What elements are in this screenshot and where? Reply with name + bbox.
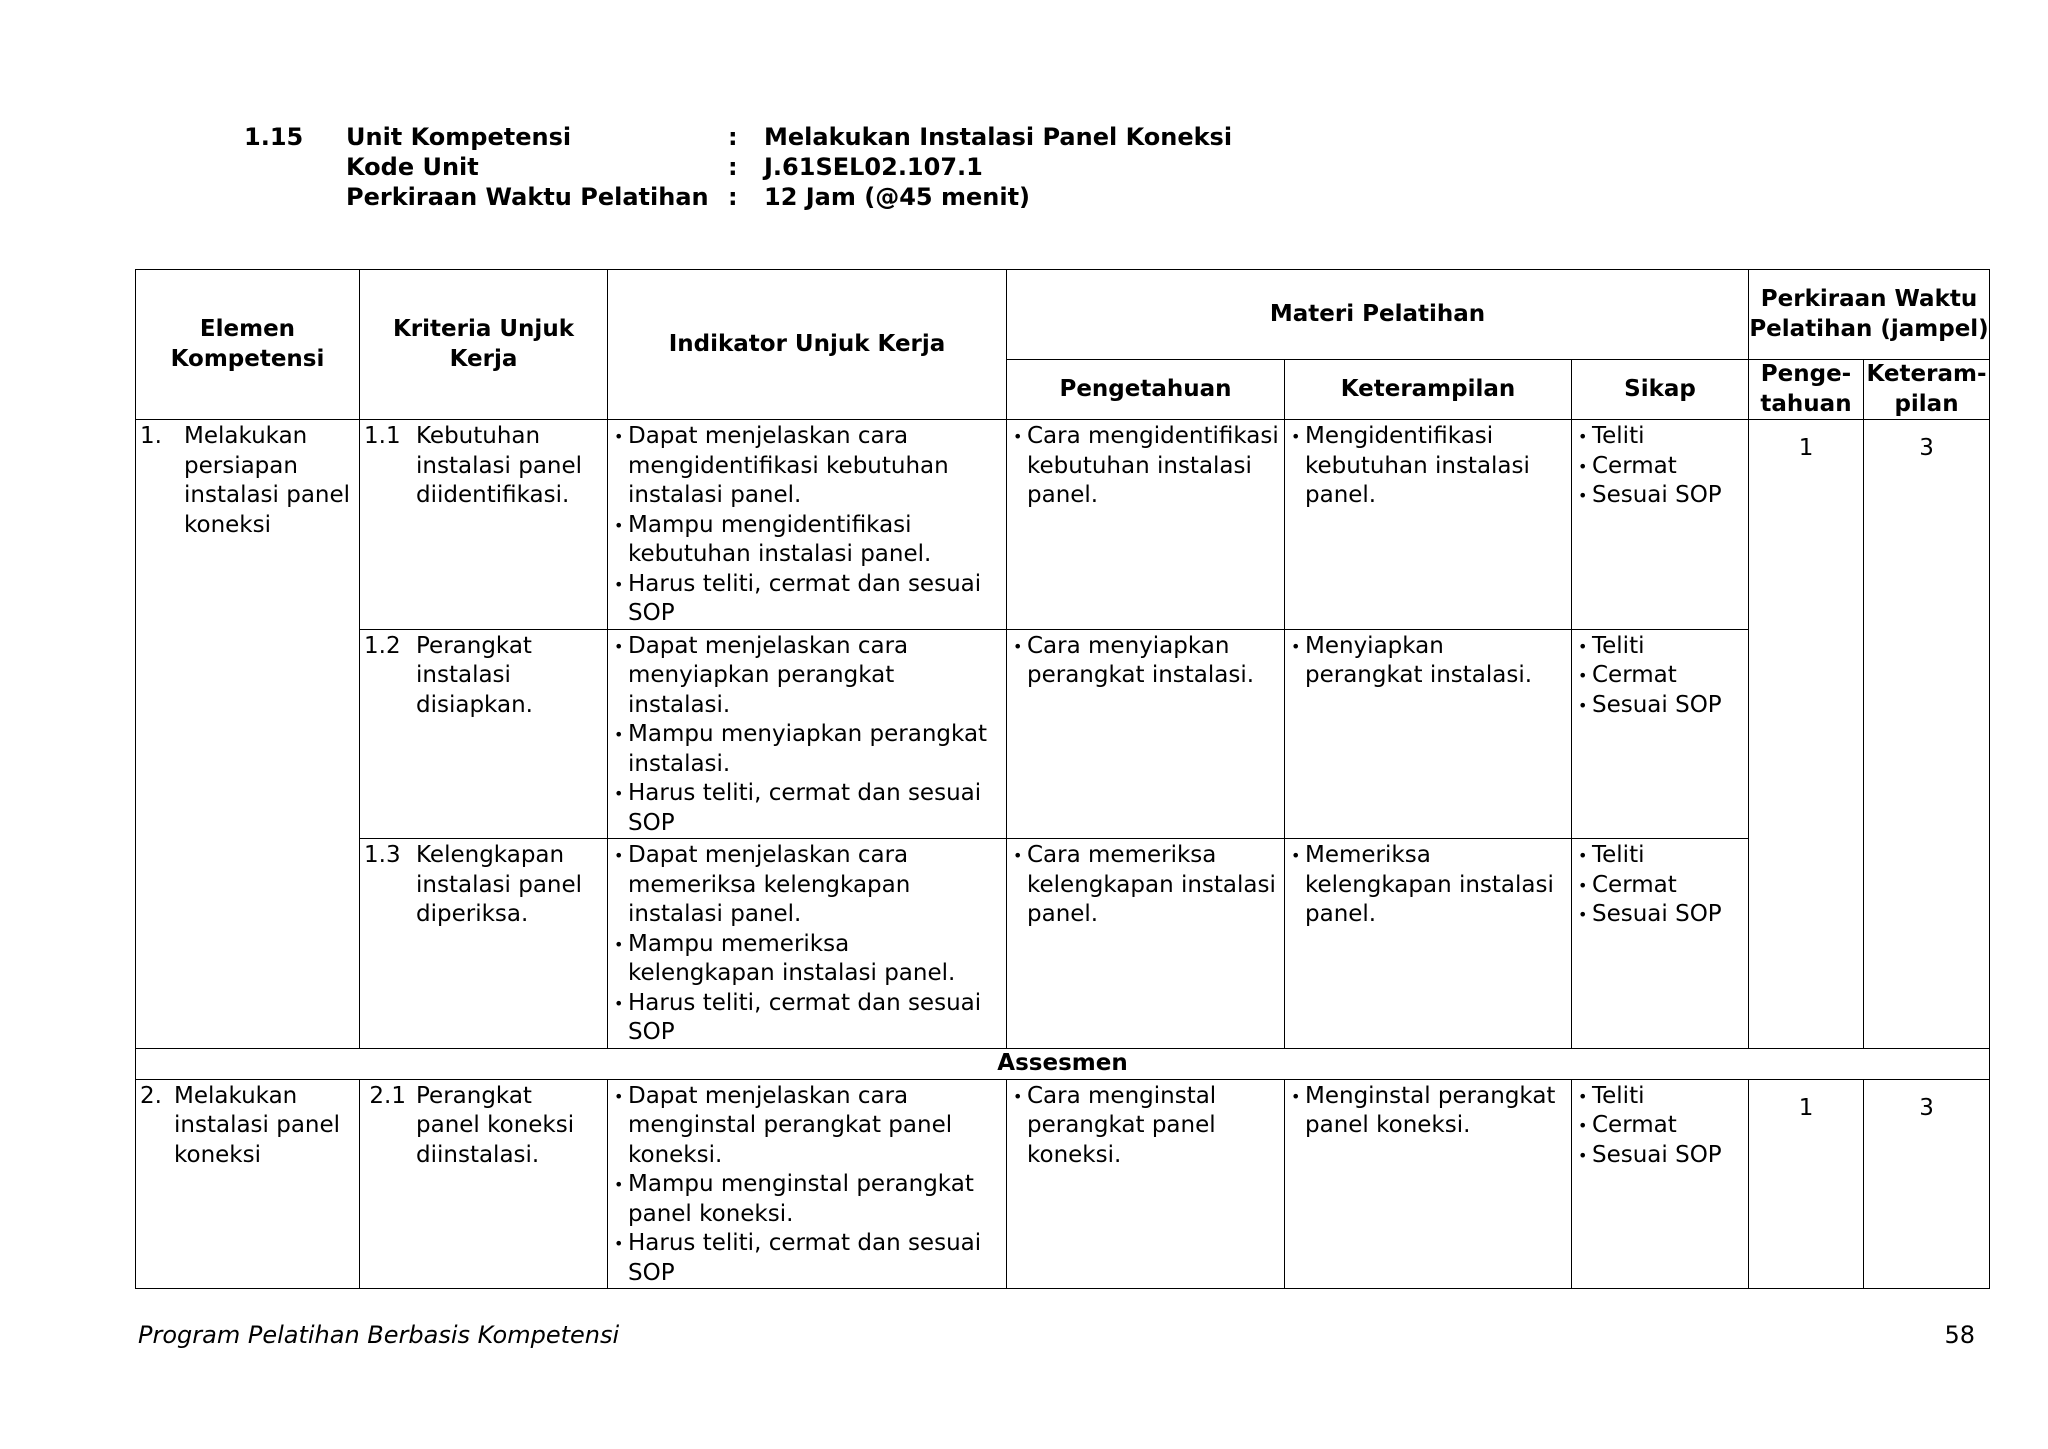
list-item: • Cermat — [1574, 452, 1744, 482]
kuk-number: 1.3 — [364, 842, 401, 868]
indikator-cell — [608, 629, 1007, 839]
list-item: • Harus teliti, cermat dan sesuai SOP — [610, 779, 1002, 838]
list-item: • Mengidentifikasi kebutuhan instalasi panel. — [1287, 422, 1567, 511]
list-item: • Cara menyiapkan perangkat instalasi. — [1009, 632, 1280, 691]
kuk-cell — [360, 420, 608, 630]
header-row-unit — [244, 122, 1232, 152]
header-colon: : — [728, 153, 738, 181]
list-item: • Teliti — [1574, 632, 1744, 662]
jampel-keterampilan: 3 — [1864, 1079, 1990, 1289]
unit-header — [244, 122, 1232, 212]
kuk-number: 1.2 — [364, 632, 401, 659]
pengetahuan-cell — [1007, 1079, 1285, 1289]
pengetahuan-cell — [1007, 420, 1285, 630]
pengetahuan-cell — [1007, 629, 1285, 839]
indikator-cell — [608, 839, 1007, 1049]
kuk-number: 1.1 — [364, 423, 401, 449]
list-item: • Teliti — [1574, 422, 1744, 452]
header-keterampilan: Keterampilan — [1285, 360, 1572, 420]
list-item: • Mampu menginstal perangkat panel koneksi. — [610, 1170, 1002, 1229]
header-materi: Materi Pelatihan — [1007, 270, 1749, 360]
indikator-cell — [608, 420, 1007, 630]
header-waktu-pengetahuan: Penge- tahuan — [1749, 360, 1864, 420]
keterampilan-cell — [1285, 629, 1572, 839]
element-cell — [136, 1079, 360, 1289]
header-value: Melakukan Instalasi Panel Koneksi — [764, 123, 1233, 151]
header-label: Perkiraan Waktu Pelatihan — [346, 183, 709, 211]
element-number: 2. — [140, 1082, 162, 1109]
sikap-cell — [1572, 1079, 1749, 1289]
header-waktu: Perkiraan Waktu Pelatihan (jampel) — [1749, 270, 1990, 360]
table-row — [136, 1079, 1990, 1289]
kuk-label: Kebutuhan instalasi panel diidentifikasi. — [416, 423, 583, 508]
list-item: • Dapat menjelaskan cara mengidentifikasi kebutuhan instalasi panel. — [610, 422, 1002, 511]
list-item: • Sesuai SOP — [1574, 481, 1744, 511]
footer-program-title: Program Pelatihan Berbasis Kompetensi — [138, 1321, 620, 1349]
list-item: • Menginstal perangkat panel koneksi. — [1287, 1082, 1567, 1141]
list-item: • Cermat — [1574, 1111, 1744, 1141]
assesmen-row: Assesmen — [136, 1048, 1990, 1079]
keterampilan-cell — [1285, 1079, 1572, 1289]
table-row — [136, 839, 1990, 1049]
list-item: • Harus teliti, cermat dan sesuai SOP — [610, 1229, 1002, 1288]
list-item: • Menyiapkan perangkat instalasi. — [1287, 632, 1567, 691]
list-item: • Mampu memeriksa kelengkapan instalasi panel. — [610, 930, 1002, 989]
list-item: • Cara menginstal perangkat panel koneksi. — [1009, 1082, 1280, 1171]
sikap-cell — [1572, 629, 1749, 839]
header-row-kode — [244, 152, 1232, 182]
element-number: 1. — [140, 423, 162, 449]
element-label: Melakukan instalasi panel koneksi — [174, 1082, 341, 1168]
list-item: • Teliti — [1574, 841, 1744, 871]
header-row-waktu — [244, 182, 1232, 212]
header-value: 12 Jam (@45 menit) — [764, 183, 1031, 211]
kuk-label: Perangkat instalasi disiapkan. — [416, 632, 533, 718]
list-item: • Cermat — [1574, 871, 1744, 901]
element-label: Melakukan persiapan instalasi panel koneksi — [184, 423, 351, 538]
list-item: • Sesuai SOP — [1574, 691, 1744, 721]
kuk-label: Kelengkapan instalasi panel diperiksa. — [416, 842, 583, 927]
kuk-cell — [360, 1079, 608, 1289]
keterampilan-cell — [1285, 839, 1572, 1049]
table-row — [136, 629, 1990, 839]
header-pengetahuan: Pengetahuan — [1007, 360, 1285, 420]
kuk-label: Perangkat panel koneksi diinstalasi. — [416, 1082, 575, 1168]
list-item: • Harus teliti, cermat dan sesuai SOP — [610, 570, 1002, 629]
sikap-cell — [1572, 839, 1749, 1049]
header-elemen: Elemen Kompetensi — [136, 270, 360, 420]
page-number: 58 — [1944, 1321, 1975, 1349]
competency-table — [135, 269, 1990, 1289]
list-item: • Cermat — [1574, 661, 1744, 691]
table-row — [136, 420, 1990, 630]
header-value: J.61SEL02.107.1 — [764, 153, 983, 181]
header-indikator: Indikator Unjuk Kerja — [608, 270, 1007, 420]
header-colon: : — [728, 123, 738, 151]
header-waktu-keterampilan: Keteram- pilan — [1864, 360, 1990, 420]
section-number: 1.15 — [244, 123, 304, 151]
list-item: • Cara mengidentifikasi kebutuhan instalasi panel. — [1009, 422, 1280, 511]
header-sikap: Sikap — [1572, 360, 1749, 420]
element-cell — [136, 420, 360, 1049]
list-item: • Mampu mengidentifikasi kebutuhan instalasi panel. — [610, 511, 1002, 570]
jampel-keterampilan: 3 — [1864, 420, 1990, 1049]
kuk-cell — [360, 629, 608, 839]
sikap-cell — [1572, 420, 1749, 630]
list-item: • Dapat menjelaskan cara menginstal perangkat panel koneksi. — [610, 1082, 1002, 1171]
header-label: Kode Unit — [346, 153, 479, 181]
list-item: • Sesuai SOP — [1574, 1141, 1744, 1171]
list-item: • Cara memeriksa kelengkapan instalasi panel. — [1009, 841, 1280, 930]
list-item: • Mampu menyiapkan perangkat instalasi. — [610, 720, 1002, 779]
jampel-pengetahuan: 1 — [1749, 1079, 1864, 1289]
kuk-cell — [360, 839, 608, 1049]
header-label: Unit Kompetensi — [346, 123, 572, 151]
pengetahuan-cell — [1007, 839, 1285, 1049]
header-kriteria: Kriteria Unjuk Kerja — [360, 270, 608, 420]
keterampilan-cell — [1285, 420, 1572, 630]
list-item: • Sesuai SOP — [1574, 900, 1744, 930]
jampel-pengetahuan: 1 — [1749, 420, 1864, 1049]
list-item: • Memeriksa kelengkapan instalasi panel. — [1287, 841, 1567, 930]
list-item: • Harus teliti, cermat dan sesuai SOP — [610, 989, 1002, 1048]
indikator-cell — [608, 1079, 1007, 1289]
header-colon: : — [728, 183, 738, 211]
list-item: • Teliti — [1574, 1082, 1744, 1112]
list-item: • Dapat menjelaskan cara memeriksa kelengkapan instalasi panel. — [610, 841, 1002, 930]
list-item: • Dapat menjelaskan cara menyiapkan perangkat instalasi. — [610, 632, 1002, 721]
kuk-number: 2.1 — [369, 1082, 406, 1109]
